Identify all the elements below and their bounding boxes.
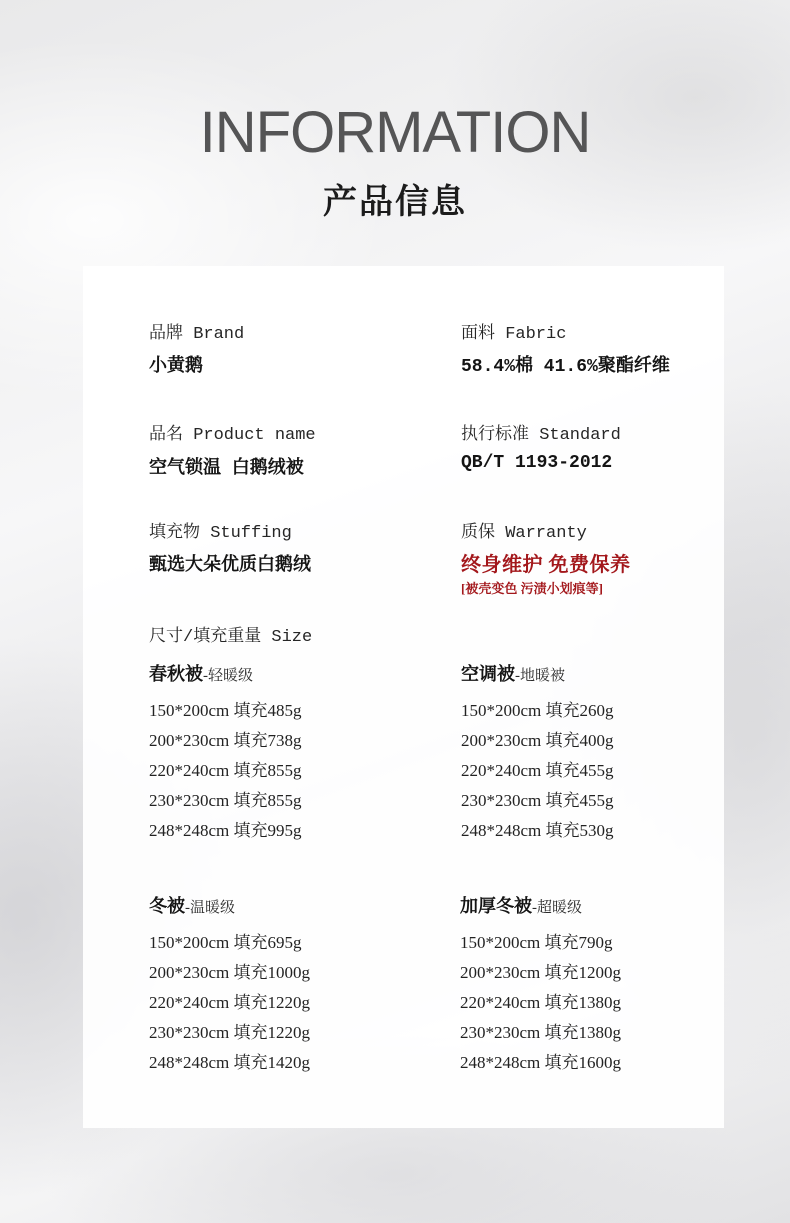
size-row: 150*200cm 填充260g — [461, 701, 614, 720]
product-name-label: 品名 Product name — [149, 426, 316, 445]
size-row: 230*230cm 填充1380g — [460, 1023, 622, 1042]
stuffing-value: 甄选大朵优质白鹅绒 — [149, 556, 311, 576]
size-row: 220*240cm 填充855g — [149, 761, 302, 780]
fabric-label: 面料 Fabric — [461, 325, 567, 344]
stuffing-label: 填充物 Stuffing — [149, 524, 292, 543]
page-subtitle: 产品信息 — [323, 182, 467, 222]
size-row: 150*200cm 填充485g — [149, 701, 302, 720]
size-row: 150*200cm 填充695g — [149, 933, 302, 952]
size-group-winter — [149, 892, 310, 1078]
brand-label: 品牌 Brand — [149, 325, 245, 344]
brand-value: 小黄鹅 — [149, 357, 203, 377]
size-row: 220*240cm 填充455g — [461, 761, 614, 780]
size-row: 248*248cm 填充1420g — [149, 1053, 311, 1072]
size-row: 248*248cm 填充530g — [461, 821, 614, 840]
size-group-title: 空调被-地暖被 — [461, 664, 565, 684]
size-group-title: 加厚冬被-超暖级 — [460, 896, 582, 916]
size-row: 230*230cm 填充855g — [149, 791, 302, 810]
size-row: 248*248cm 填充995g — [149, 821, 302, 840]
size-row: 200*230cm 填充400g — [461, 731, 614, 750]
size-group-title: 春秋被-轻暖级 — [149, 664, 253, 684]
size-row: 200*230cm 填充1000g — [149, 963, 311, 982]
standard-value: QB/T 1193-2012 — [461, 453, 613, 473]
size-row: 220*240cm 填充1380g — [460, 993, 622, 1012]
size-row: 200*230cm 填充1200g — [460, 963, 622, 982]
warranty-label: 质保 Warranty — [461, 524, 587, 543]
size-label: 尺寸/填充重量 Size — [149, 628, 313, 647]
page-title: INFORMATION — [199, 100, 591, 165]
size-group-title: 冬被-温暖级 — [149, 896, 235, 916]
standard-label: 执行标准 Standard — [461, 426, 621, 445]
size-group-spring-autumn — [149, 660, 302, 846]
warranty-value: 终身维护 免费保养 — [461, 554, 631, 576]
size-row: 220*240cm 填充1220g — [149, 993, 311, 1012]
fabric-value: 58.4%棉 41.6%聚酯纤维 — [461, 357, 670, 377]
size-row: 200*230cm 填充738g — [149, 731, 302, 750]
size-group-air-conditioning — [461, 660, 614, 846]
size-row: 230*230cm 填充455g — [461, 791, 614, 810]
info-card — [83, 266, 724, 1128]
size-group-thick-winter — [460, 892, 621, 1078]
warranty-note: [被壳变色 污渍小划痕等] — [461, 581, 603, 596]
size-row: 248*248cm 填充1600g — [460, 1053, 622, 1072]
product-name-value: 空气锁温 白鹅绒被 — [149, 459, 304, 479]
size-row: 150*200cm 填充790g — [460, 933, 613, 952]
size-row: 230*230cm 填充1220g — [149, 1023, 311, 1042]
